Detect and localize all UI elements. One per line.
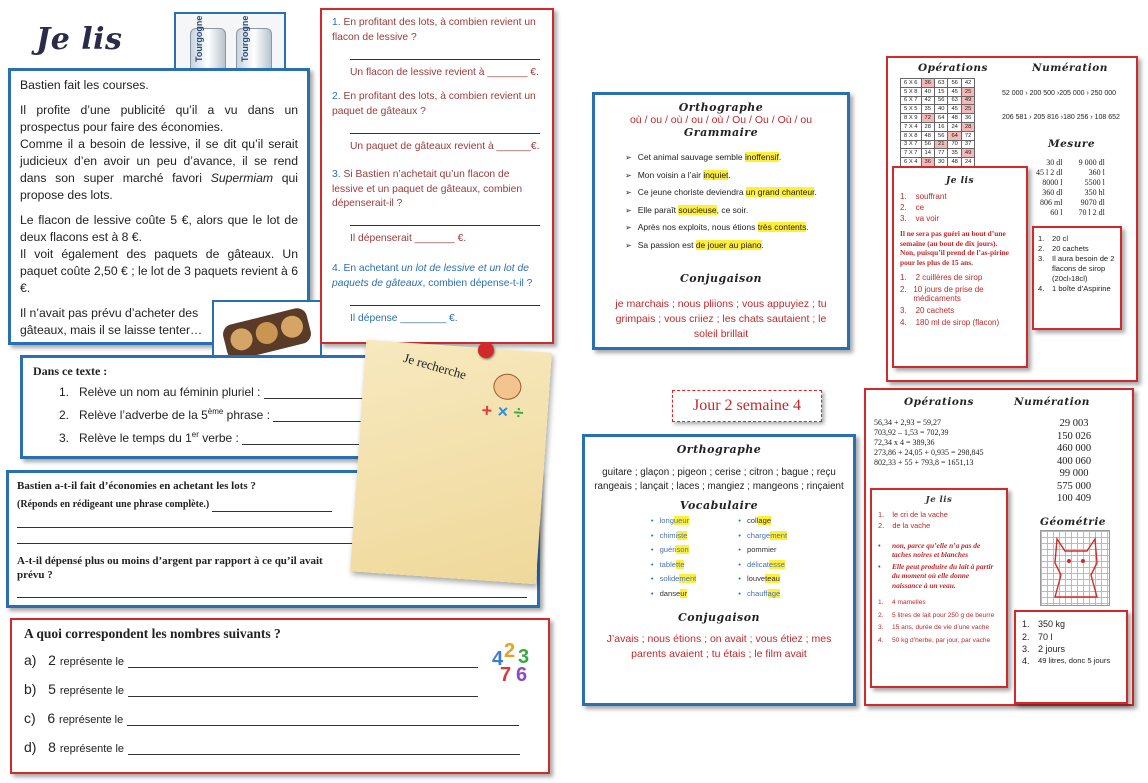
- ortho-line: où / ou / où / ou / où / Ou / Ou / Où / ou: [629, 114, 813, 126]
- answer-line: [17, 516, 357, 528]
- numeration-line: 206 581 › 205 816 ›180 256 › 108 652: [1002, 114, 1120, 121]
- list-item: • collage: [738, 514, 787, 529]
- list-item: 1. 4 mamelles: [878, 599, 926, 606]
- table-cell: 45: [948, 105, 961, 114]
- table-cell: 28: [921, 122, 934, 131]
- list-item: • danseur: [651, 587, 696, 602]
- page-title: Je lis: [36, 22, 123, 57]
- list-item: 3. 20 cachets: [900, 306, 955, 316]
- list-item: 3. Relève le temps du 1er verbe :: [59, 430, 401, 445]
- table-row: [901, 87, 975, 96]
- answer-text: Il ne sera pas guéri au bout d’une semaine (au bout de dix jours). Non, puisqu’il prend de l’as-pirine pour les plus de 15 ans.: [900, 229, 1009, 267]
- question-heading: Bastien a-t-il fait d’économies en achetant les lots ?: [17, 480, 256, 492]
- operations-list: [874, 418, 984, 468]
- table-row: [901, 105, 975, 114]
- story-paragraph: Il voit également des paquets de gâteaux. Un paquet coûte 2,50 € ; le lot de 3 paquets revient à 6 €.: [20, 247, 298, 295]
- bottle-label: Tourgogne: [194, 15, 204, 62]
- table-cell: 63: [935, 79, 948, 88]
- answer-line: [17, 586, 527, 598]
- table-cell: 42: [921, 96, 934, 105]
- section-heading: Numération: [1032, 62, 1108, 74]
- table-cell: 8000 l: [1042, 178, 1063, 187]
- operation-line: 72,34 x 4 = 389,36: [874, 438, 935, 447]
- table-cell: 35: [948, 149, 961, 158]
- table-cell: 15: [935, 87, 948, 96]
- table-cell: 36: [961, 114, 974, 123]
- section-heading: Géométrie: [1040, 516, 1106, 528]
- list-item: ➢ Sa passion est de jouer au piano.: [625, 237, 839, 255]
- table-cell: 24: [948, 122, 961, 131]
- list-item: • solidement: [651, 572, 696, 587]
- table-row: [901, 149, 975, 158]
- table-cell: 37: [961, 140, 974, 149]
- question-2: 2. En profitant des lots, à combien revient un paquet de gâteaux ? Un paquet de gâteaux revient à ______€.: [332, 91, 540, 152]
- table-cell: 40: [935, 105, 948, 114]
- table-cell: 48: [948, 114, 961, 123]
- table-cell: 48: [948, 158, 961, 167]
- table-row: [1036, 208, 1105, 218]
- questions-box: [320, 8, 554, 344]
- list-item: 1. 2 cuillères de sirop: [900, 273, 983, 283]
- list-item: 4. 180 ml de sirop (flacon): [900, 318, 1000, 328]
- section-heading: Numération: [1014, 396, 1090, 408]
- table-cell: 56: [921, 140, 934, 149]
- table-cell: 56: [935, 131, 948, 140]
- table-row: [1036, 198, 1105, 208]
- list-item: • pommier: [738, 543, 787, 558]
- table-cell: 806 ml: [1040, 198, 1063, 207]
- nombre-row: c) 6 représente le: [24, 710, 536, 739]
- list-item: 1. souffrant: [900, 192, 947, 201]
- list-item: 1. Relève un nom au féminin pluriel :: [59, 385, 401, 399]
- table-cell: 7 X 7: [901, 149, 922, 158]
- table-row: [901, 122, 975, 131]
- table-cell: 64: [935, 114, 948, 123]
- question-heading: A-t-il dépensé plus ou moins d’argent par rapport à ce qu’il avait prévu ?: [17, 555, 323, 581]
- table-cell: 6 X 6: [901, 79, 922, 88]
- table-cell: 6 X 4: [901, 158, 922, 167]
- section-heading: Opérations: [918, 62, 988, 74]
- table-row: [1036, 178, 1105, 188]
- list-item: 2. 20 cachets: [1038, 244, 1089, 253]
- list-item: 2. Relève l’adverbe de la 5ème phrase :: [59, 407, 401, 422]
- list-item: ➢ Cet animal sauvage semble inoffensif.: [625, 149, 839, 167]
- list-item: • chauffage: [738, 587, 787, 602]
- list-item: 4. 49 litres, donc 5 jours: [1022, 655, 1111, 666]
- note-label: Je recherche: [401, 350, 469, 383]
- section-heading: Je lis: [925, 495, 953, 505]
- list-item: ➢ Elle paraît soucieuse, ce soir.: [625, 202, 839, 220]
- vocabulaire-list: [651, 514, 696, 601]
- table-cell: 5 X 8: [901, 87, 922, 96]
- list-item: 1. 20 cl: [1038, 234, 1069, 243]
- table-cell: 40: [921, 87, 934, 96]
- conjugaison-text: J’avais ; nous étions ; on avait ; vous étiez ; mes parents avaient ; tu étais ; le film avait: [606, 633, 832, 660]
- list-item: 2. de la vache: [878, 521, 931, 530]
- table-row: [901, 79, 975, 88]
- table-cell: 6 X 7: [901, 96, 922, 105]
- list-item: 2. 70 l: [1022, 631, 1053, 642]
- list-item: 2. 5 litres de lait pour 250 g de beurre: [878, 611, 995, 619]
- table-cell: 63: [948, 96, 961, 105]
- je-recherche-note: [350, 340, 552, 584]
- section-heading: A quoi correspondent les nombres suivants ?: [24, 626, 281, 641]
- jour-label: Jour 2 semaine 4: [672, 390, 822, 422]
- list-item: 4. 50 kg d’herbe, par jour, par vache: [878, 636, 991, 644]
- table-cell: 56: [948, 79, 961, 88]
- geometry-grid-figure: [1040, 530, 1110, 606]
- table-cell: 7 X 4: [901, 122, 922, 131]
- numeration-line: 52 000 › 200 500 ›205 000 › 250 000: [1002, 90, 1117, 97]
- dans-ce-texte-box: [20, 355, 414, 459]
- table-row: [1036, 188, 1105, 198]
- math-kid-icon: + × ÷: [480, 372, 534, 431]
- story-paragraph: Le flacon de lessive coûte 5 €, alors que le lot de deux flacons est à 8 €.: [20, 213, 298, 244]
- list-item: • non, parce qu’elle n’a pas de taches noires et blanches: [878, 540, 981, 559]
- table-cell: 3 X 7: [901, 140, 922, 149]
- story-paragraph: Il profite d’une publicité qu’il a vu dans un prospectus pour faire des économies.: [20, 103, 298, 134]
- nombre-row: a) 2 représente le: [24, 652, 536, 681]
- list-item: 4. 1 boîte d’Aspirine: [1038, 284, 1111, 293]
- list-item: • chimiste: [651, 529, 696, 544]
- table-cell: 45 l 2 dl: [1036, 168, 1063, 177]
- multiplication-table: [900, 78, 975, 167]
- vocabulaire-list: [738, 514, 787, 601]
- table-cell: 360 l: [1088, 168, 1105, 177]
- table-cell: 350 hl: [1084, 188, 1105, 197]
- orthographe-box-1: [592, 92, 850, 350]
- list-item: 3. 15 ans, durée de vie d’une vache: [878, 624, 990, 631]
- je-lis-box-1: [892, 166, 1028, 368]
- table-cell: 21: [935, 140, 948, 149]
- table-cell: 72: [921, 114, 934, 123]
- table-cell: 70: [948, 140, 961, 149]
- list-item: 3. 2 jours: [1022, 644, 1066, 654]
- side-answers-box-2: [1014, 610, 1128, 704]
- conjugaison-text: je marchais ; nous pliions ; vous appuyiez ; tu grimpais ; vous criiez ; les chats sautaient ; le soleil brillait: [615, 298, 827, 340]
- table-cell: 360 dl: [1042, 188, 1063, 197]
- table-cell: 42: [961, 79, 974, 88]
- list-item: • louveteau: [738, 572, 787, 587]
- story-paragraph: Bastien fait les courses.: [20, 78, 149, 92]
- nombres-box: [10, 618, 550, 774]
- table-cell: 14: [921, 149, 934, 158]
- story-paragraph: Comme il a besoin de lessive, il se dit qu’il serait judicieux d’en avoir un peu d’avance, il se rend dans son super marché favori Supermiam qui propose des lots.: [20, 137, 298, 202]
- list-item: • guérison: [651, 543, 696, 558]
- list-item: • longueur: [651, 514, 696, 529]
- bottle-label: Tourgogne: [240, 15, 250, 62]
- story-paragraph: Il n’avait pas prévu d’acheter des gâteaux, mais il se laisse tenter…: [20, 306, 203, 337]
- table-cell: 9070 dl: [1080, 198, 1105, 207]
- numeration-list: 29 003 150 026 460 000 400 060 99 000 575 000 100 409: [1056, 418, 1092, 504]
- side-answers-box-1: [1032, 226, 1122, 330]
- question-1: 1. En profitant des lots, à combien revient un flacon de lessive ? Un flacon de lessive revient à _______ €.: [332, 17, 539, 78]
- list-item: 1. 350 kg: [1022, 619, 1066, 629]
- answer-line: [17, 532, 357, 544]
- list-item: 2. ce: [900, 203, 925, 212]
- section-heading: Vocabulaire: [679, 499, 759, 512]
- table-cell: 25: [961, 87, 974, 96]
- list-item: ➢ Après nos exploits, nous étions très contents.: [625, 219, 839, 237]
- table-cell: 36: [921, 79, 934, 88]
- list-item: ➢ Mon voisin a l’air inquiet.: [625, 167, 839, 185]
- section-heading: Je lis: [945, 176, 975, 186]
- table-cell: 30 dl: [1046, 158, 1063, 167]
- section-heading: Conjugaison: [679, 272, 763, 285]
- table-cell: 48: [921, 131, 934, 140]
- table-row: [1036, 168, 1105, 178]
- table-cell: 5 X 5: [901, 105, 922, 114]
- table-cell: 77: [935, 149, 948, 158]
- operation-line: 273,86 + 24,05 + 0,935 = 298,845: [874, 448, 984, 457]
- pin-icon: [477, 342, 494, 359]
- table-cell: 25: [961, 105, 974, 114]
- cat-figure-icon: [1041, 531, 1111, 607]
- table-cell: 24: [961, 158, 974, 167]
- operation-line: 703,92 – 1,53 = 702,39: [874, 428, 949, 437]
- table-row: [1036, 158, 1105, 168]
- list-item: • chargement: [738, 529, 787, 544]
- operation-line: 802,33 + 55 + 793,8 = 1651,13: [874, 458, 974, 467]
- section-heading: Orthographe: [678, 101, 764, 114]
- bastien-questions-box: Bastien a-t-il fait d’économies en achetant les lots ? (Réponds en rédigeant une phrase complète.) A-t-il dépensé plus ou moins d’argent par rapport à ce qu’il avait prévu ?: [6, 470, 540, 608]
- table-cell: 45: [948, 87, 961, 96]
- table-cell: 8 X 8: [901, 131, 922, 140]
- section-heading: Grammaire: [683, 126, 759, 139]
- table-cell: 60 l: [1050, 208, 1063, 217]
- table-cell: 9 000 dl: [1078, 158, 1105, 167]
- section-heading: Opérations: [904, 396, 974, 408]
- list-item: 3. Il aura besoin de 2 flacons de sirop (20cl›18cl): [1038, 254, 1115, 283]
- table-cell: 16: [935, 122, 948, 131]
- je-lis-box-2: [870, 488, 1008, 688]
- list-item: ➢ Ce jeune choriste deviendra un grand chanteur.: [625, 184, 839, 202]
- question-4: 4. En achetant un lot de lessive et un lot de paquets de gâteaux, combien dépense-t-il ? Il dépense ________ €.: [332, 262, 542, 326]
- section-heading: Orthographe: [676, 443, 762, 456]
- list-item: • délicatesse: [738, 558, 787, 573]
- table-cell: 30: [935, 158, 948, 167]
- table-cell: 56: [935, 96, 948, 105]
- list-item: 2. 10 jours de prise de médicaments: [900, 285, 984, 304]
- table-row: [901, 140, 975, 149]
- table-row: [901, 131, 975, 140]
- table-row: [901, 114, 975, 123]
- table-cell: 64: [948, 131, 961, 140]
- table-cell: 70 l 2 dl: [1078, 208, 1105, 217]
- table-cell: 49: [961, 149, 974, 158]
- nombre-row: b) 5 représente le: [24, 681, 536, 710]
- table-cell: 72: [961, 131, 974, 140]
- orthographe-box-2: [582, 434, 856, 706]
- table-cell: 5500 l: [1084, 178, 1105, 187]
- table-cell: 36: [921, 158, 934, 167]
- list-item: 3. va voir: [900, 214, 940, 223]
- vocabulaire-columns: [593, 514, 845, 601]
- table-cell: 28: [961, 122, 974, 131]
- list-item: 1. le cri de la vache: [878, 509, 948, 519]
- mesure-table: [1036, 158, 1105, 218]
- left-page: [0, 0, 560, 783]
- table-cell: 8 X 9: [901, 114, 922, 123]
- operation-line: 56,34 + 2,93 = 59,27: [874, 418, 942, 427]
- section-heading: Dans ce texte :: [33, 364, 108, 378]
- table-cell: 49: [961, 96, 974, 105]
- ortho-text: guitare ; glaçon ; pigeon ; cerise ; citron ; bague ; reçu rangeais ; lançait ; laces ; mangiez ; mangeons ; rinçaient: [594, 467, 844, 492]
- list-item: • Elle peut produire du lait à partir du moment où elle donne naissance à un veau.: [878, 561, 994, 590]
- nombre-row: d) 8 représente le: [24, 739, 536, 768]
- section-heading: Mesure: [1048, 138, 1096, 150]
- table-cell: 35: [921, 105, 934, 114]
- table-row: [901, 96, 975, 105]
- grammaire-list: [625, 149, 839, 254]
- list-item: • tablette: [651, 558, 696, 573]
- cookie-tray-icon: [221, 306, 313, 362]
- question-3: 3. Si Bastien n’achetait qu’un flacon de lessive et un paquet de gâteaux, combien dépenserait-il ? Il dépenserait _______ €.: [332, 168, 542, 262]
- section-heading: Conjugaison: [677, 611, 761, 624]
- numbers-icon: 4 2 3 7 6: [492, 640, 530, 686]
